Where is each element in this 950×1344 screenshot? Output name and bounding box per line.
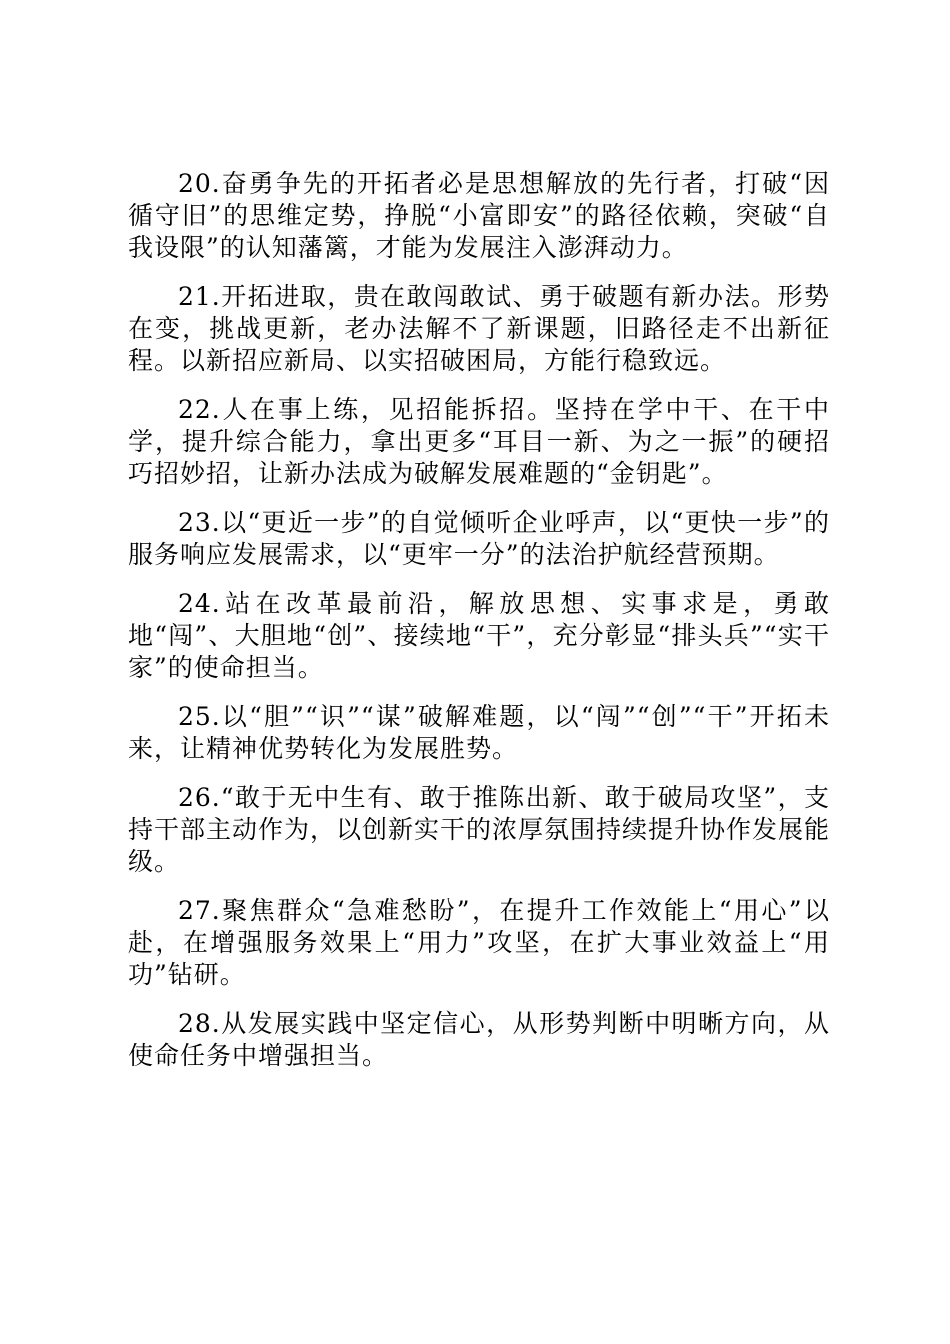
paragraph-20: 20.奋勇争先的开拓者必是思想解放的先行者，打破“因循守旧”的思维定势，挣脱“小富即安”的路径依赖，突破“自我设限”的认知藩篱，才能为发展注入澎湃动力。 <box>128 169 830 262</box>
paragraph-22: 22.人在事上练，见招能拆招。坚持在学中干、在干中学，提升综合能力，拿出更多“耳目一新、为之一振”的硬招巧招妙招，让新办法成为破解发展难题的“金钥匙”。 <box>128 395 830 488</box>
paragraph-23: 23.以“更近一步”的自觉倾听企业呼声，以“更快一步”的服务响应发展需求，以“更牢一分”的法治护航经营预期。 <box>128 508 830 569</box>
paragraph-27: 27.聚焦群众“急难愁盼”，在提升工作效能上“用心”以赴，在增强服务效果上“用力”攻坚，在扩大事业效益上“用功”钻研。 <box>128 896 830 989</box>
paragraph-25: 25.以“胆”“识”“谋”破解难题，以“闯”“创”“干”开拓未来，让精神优势转化为发展胜势。 <box>128 702 830 763</box>
paragraph-26: 26.“敢于无中生有、敢于推陈出新、敢于破局攻坚”，支持干部主动作为，以创新实干的浓厚氛围持续提升协作发展能级。 <box>128 783 831 876</box>
paragraph-24: 24.站在改革最前沿，解放思想、实事求是，勇敢地“闯”、大胆地“创”、接续地“干”，充分彰显“排头兵”“实干家”的使命担当。 <box>128 589 830 682</box>
paragraph-21: 21.开拓进取，贵在敢闯敢试、勇于破题有新办法。形势在变，挑战更新，老办法解不了新课题，旧路径走不出新征程。以新招应新局、以实招破困局，方能行稳致远。 <box>128 282 830 375</box>
paragraph-28: 28.从发展实践中坚定信心，从形势判断中明晰方向，从使命任务中增强担当。 <box>128 1009 830 1070</box>
document-body <box>128 168 830 1089</box>
